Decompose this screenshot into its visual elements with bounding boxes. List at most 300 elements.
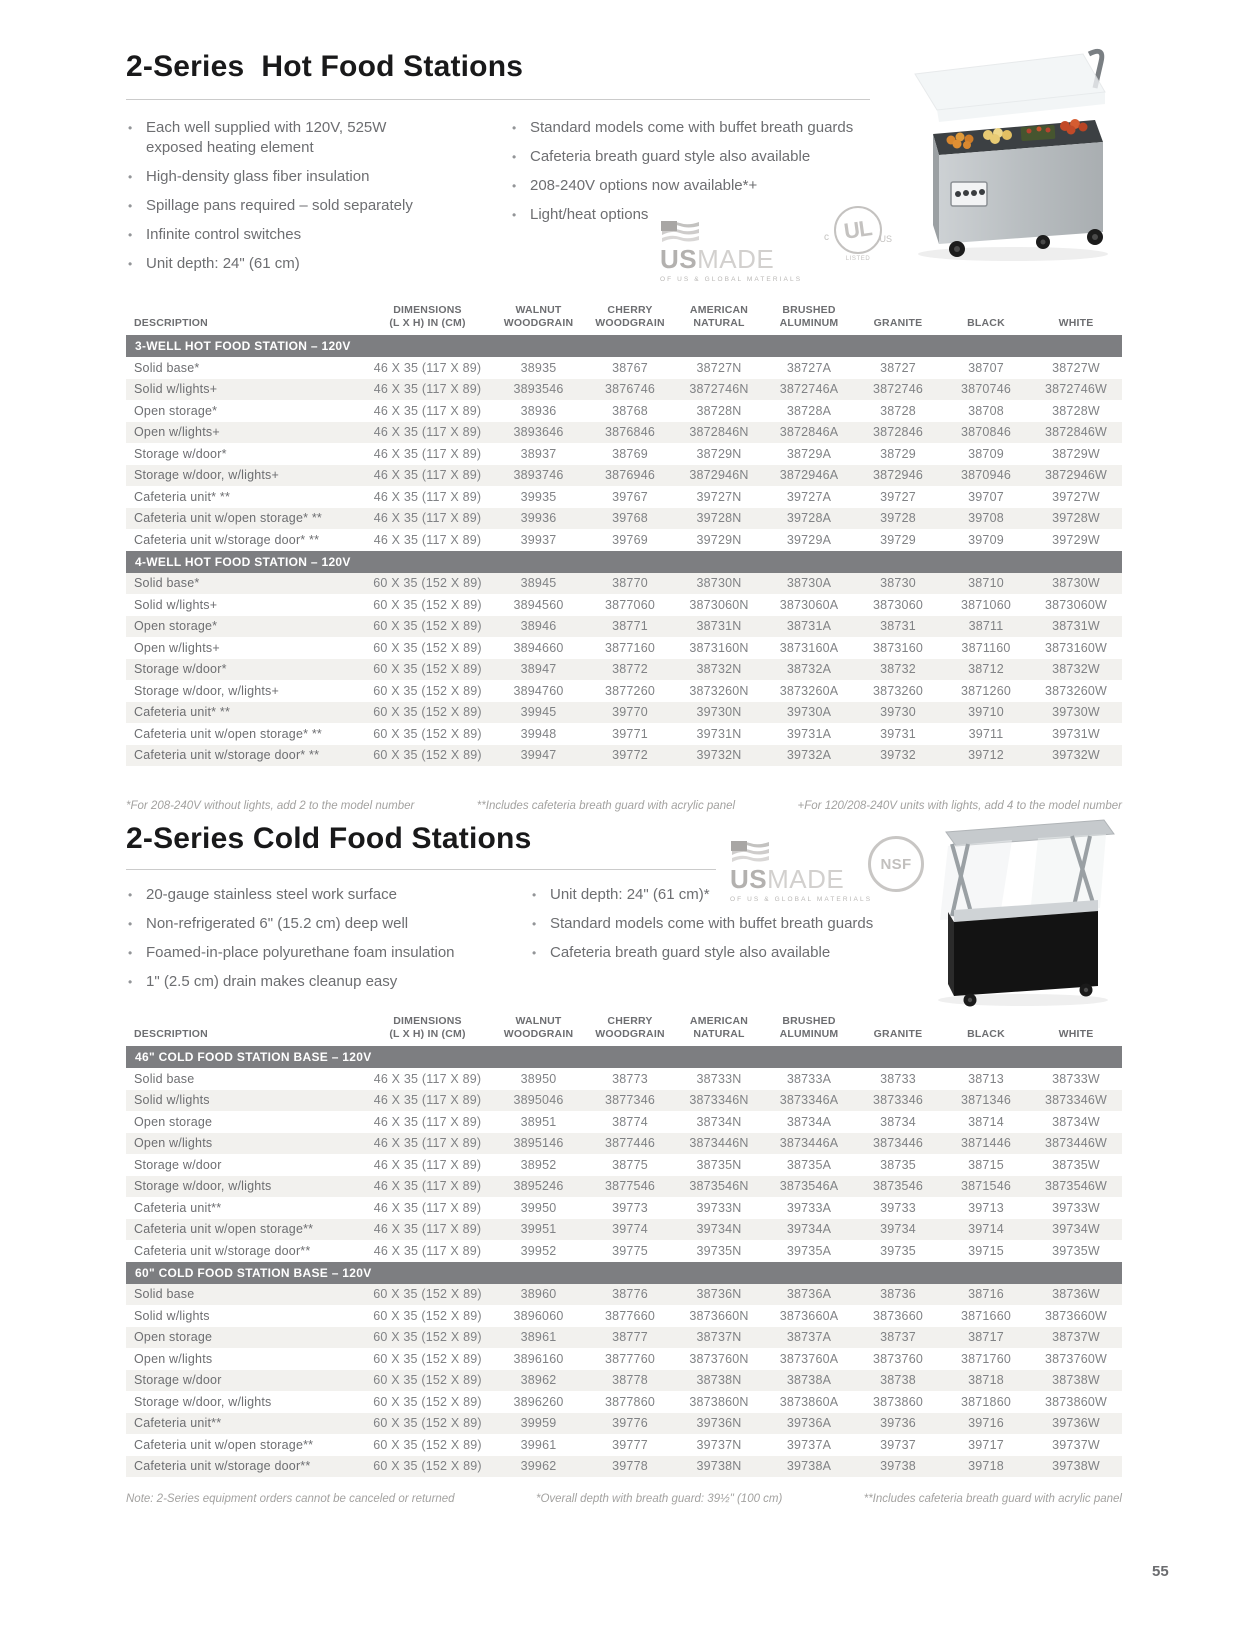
table-cell: 38734N [696, 1114, 742, 1129]
table-cell: 3871660 [960, 1308, 1012, 1323]
table-cell: 60 X 35 (152 X 89) [373, 1351, 482, 1366]
table-cell: 3893546 [513, 382, 564, 397]
table-cell: 3895146 [513, 1136, 564, 1151]
table-cell: 38734 [880, 1114, 916, 1129]
table-cell: 39737N [696, 1437, 742, 1452]
table-cell: 39962 [520, 1459, 557, 1474]
table-cell: 46 X 35 (117 X 89) [373, 511, 482, 526]
usmade-logo [660, 218, 820, 283]
table-cell: 38708 [968, 403, 1004, 418]
table-cell: Solid base* [134, 360, 200, 375]
table-cell: 38773 [612, 1071, 648, 1086]
table-cell: 38772 [612, 662, 648, 677]
ul-listed-icon [822, 206, 894, 262]
footnote: +For 120/208-240V units with lights, add 4 to the model number [797, 800, 1122, 812]
table-cell: 39731A [786, 726, 832, 741]
bullet-text: Infinite control switches [146, 226, 302, 243]
table-cell: 38718 [968, 1373, 1004, 1388]
bullet-item [126, 225, 436, 245]
usmade-wordmark [660, 246, 774, 272]
table-cell: 60 X 35 (152 X 89) [373, 683, 482, 698]
table-cell: 60 X 35 (152 X 89) [373, 1287, 482, 1302]
cold-title-divider [126, 869, 716, 870]
table-cell: 3876846 [604, 425, 656, 440]
table-cell: 38735A [786, 1157, 832, 1172]
table-cell: 38771 [612, 619, 648, 634]
table-cell: 39727 [880, 489, 916, 504]
table-cell: 39728 [880, 511, 916, 526]
table-cell: 3873260A [779, 683, 839, 698]
table-cell: 3873160A [779, 640, 839, 655]
table-cell: 38736 [880, 1287, 916, 1302]
table-cell: Open storage* [134, 619, 218, 634]
table-cell: 38767 [612, 360, 648, 375]
bullet-item [126, 885, 486, 905]
table-cell: 39738W [1052, 1459, 1100, 1474]
table-cell: 46 X 35 (117 X 89) [373, 1157, 482, 1172]
table-row [126, 1090, 1122, 1112]
bullet-text: Spillage pans required – sold separately [146, 197, 413, 214]
table-cell: 39732 [880, 748, 916, 763]
table-cell: 39737W [1052, 1437, 1100, 1452]
table-cell: 3873660N [689, 1308, 749, 1323]
table-cell: 60 X 35 (152 X 89) [373, 1416, 482, 1431]
bullet-item [126, 943, 486, 963]
table-cell: 3896060 [513, 1308, 564, 1323]
table-cell: 39950 [520, 1200, 557, 1215]
table-cell: 3877260 [604, 683, 656, 698]
table-row [126, 1154, 1122, 1176]
table-row [126, 379, 1122, 401]
table-cell: 3876946 [604, 468, 656, 483]
table-row [126, 1413, 1122, 1435]
table-cell: 3873260W [1044, 683, 1108, 698]
table-cell: 46 X 35 (117 X 89) [373, 468, 482, 483]
table-cell: 38947 [520, 662, 557, 677]
column-header: WALNUT WOODGRAIN [503, 1015, 574, 1040]
usmade-made-text: MADE [697, 244, 775, 274]
table-cell: 46 X 35 (117 X 89) [373, 1222, 482, 1237]
bullet-text: Each well supplied with 120V, 525W exposed heating element [146, 119, 387, 156]
table-cell: Open storage [134, 1330, 213, 1345]
table-cell: 39738A [786, 1459, 832, 1474]
cold-bullets-right [530, 885, 920, 1001]
table-header-row [126, 1004, 1122, 1046]
table-cell: 3873760W [1044, 1351, 1108, 1366]
table-row [126, 573, 1122, 595]
table-cell: Cafeteria unit w/open storage* ** [134, 726, 322, 741]
bullet-icon: • [128, 228, 133, 242]
table-row [126, 1370, 1122, 1392]
table-cell: 3873860W [1044, 1394, 1108, 1409]
table-cell: 3871160 [961, 640, 1011, 655]
bullet-text: Standard models come with buffet breath guards [550, 915, 874, 932]
us-flag-icon [730, 838, 770, 866]
table-cell: Solid base* [134, 576, 200, 591]
ul-letters: UL [842, 215, 874, 244]
table-cell: Cafeteria unit* ** [134, 705, 231, 720]
table-cell: 60 X 35 (152 X 89) [373, 748, 482, 763]
table-row [126, 1456, 1122, 1478]
cold-table-footnotes [126, 1493, 1122, 1505]
table-row [126, 616, 1122, 638]
table-header-row [126, 293, 1122, 335]
column-header: CHERRY WOODGRAIN [595, 1015, 665, 1040]
table-cell: 3870846 [960, 425, 1012, 440]
table-cell: 38729N [696, 446, 742, 461]
table-row [126, 1111, 1122, 1133]
table-cell: 39733A [786, 1200, 832, 1215]
column-header: BRUSHED ALUMINUM [779, 304, 839, 329]
usmade-subtext: OF US & GLOBAL MATERIALS [730, 896, 873, 903]
table-cell: 39948 [520, 726, 557, 741]
table-cell: 3893746 [513, 468, 564, 483]
table-cell: 3873346 [872, 1093, 924, 1108]
cold-bullets-left [126, 885, 486, 1001]
table-cell: 39771 [612, 726, 648, 741]
table-cell: 39945 [520, 705, 557, 720]
hot-title-divider [126, 99, 870, 100]
table-cell: 38727 [880, 360, 916, 375]
footnote: *Overall depth with breath guard: 39½" (100 cm) [535, 1493, 783, 1505]
table-cell: 39776 [612, 1416, 648, 1431]
table-cell: 38935 [520, 360, 557, 375]
cold-bullet-lists [126, 885, 920, 1001]
table-cell: Cafeteria unit w/storage door** [134, 1459, 311, 1474]
table-row [126, 1391, 1122, 1413]
table-cell: 60 X 35 (152 X 89) [373, 576, 482, 591]
table-cell: 39735A [786, 1243, 832, 1258]
table-cell: 3872846A [779, 425, 839, 440]
table-cell: 38715 [968, 1157, 1004, 1172]
table-cell: 60 X 35 (152 X 89) [373, 597, 482, 612]
table-cell: 38778 [612, 1373, 648, 1388]
table-cell: 39729 [880, 532, 916, 547]
table-cell: Cafeteria unit w/open storage* ** [134, 511, 322, 526]
bullet-text: 1" (2.5 cm) drain makes cleanup easy [146, 973, 398, 990]
table-cell: 39778 [612, 1459, 648, 1474]
table-cell: 39738N [696, 1459, 742, 1474]
table-cell: Open w/lights [134, 1351, 213, 1366]
table-cell: 39733N [696, 1200, 742, 1215]
table-cell: 39961 [520, 1437, 557, 1452]
table-cell: 39775 [612, 1243, 648, 1258]
table-cell: 39774 [612, 1222, 648, 1237]
nsf-letters: NSF [880, 855, 912, 873]
table-cell: Solid w/lights+ [134, 382, 218, 397]
table-cell: 39713 [968, 1200, 1004, 1215]
footnote: **Includes cafeteria breath guard with acrylic panel [476, 800, 736, 812]
table-cell: 38946 [520, 619, 557, 634]
table-row [126, 422, 1122, 444]
table-cell: 39736A [786, 1416, 832, 1431]
bullet-item [510, 176, 890, 196]
table-cell: 3895246 [513, 1179, 564, 1194]
table-cell: 46 X 35 (117 X 89) [373, 403, 482, 418]
table-cell: 3873160W [1044, 640, 1108, 655]
table-cell: Solid base [134, 1071, 195, 1086]
table-row [126, 1133, 1122, 1155]
table-cell: 38961 [520, 1330, 557, 1345]
table-cell: 39769 [612, 532, 648, 547]
table-cell: 39733 [880, 1200, 916, 1215]
cold-food-station-image [918, 806, 1122, 1008]
usmade-us-text: US [730, 864, 768, 894]
table-cell: 3877060 [604, 597, 656, 612]
table-cell: 3870746 [960, 382, 1012, 397]
table-cell: 38727N [696, 360, 742, 375]
table-cell: Solid w/lights+ [134, 597, 218, 612]
bullet-item [126, 118, 436, 158]
table-cell: Cafeteria unit w/storage door* ** [134, 748, 320, 763]
table-cell: 38710 [968, 576, 1004, 591]
table-cell: 3894560 [513, 597, 564, 612]
nsf-icon [868, 836, 924, 892]
table-cell: 3873660W [1044, 1308, 1108, 1323]
column-header: WHITE [1058, 317, 1094, 329]
table-row [126, 508, 1122, 530]
table-cell: Cafeteria unit w/open storage** [134, 1222, 314, 1237]
table-cell: 38951 [520, 1114, 557, 1129]
table-cell: 60 X 35 (152 X 89) [373, 1330, 482, 1345]
table-cell: 38732N [696, 662, 742, 677]
table-cell: 3873446W [1044, 1136, 1108, 1151]
hot-food-table [126, 293, 1122, 766]
bullet-icon: • [128, 121, 133, 135]
table-row [126, 745, 1122, 767]
table-cell: 3893646 [513, 425, 564, 440]
cold-section-title: 2-Series Cold Food Stations [126, 822, 532, 855]
table-cell: 3873346W [1044, 1093, 1108, 1108]
usmade-subtext: OF US & GLOBAL MATERIALS [660, 276, 803, 283]
table-cell: 39937 [520, 532, 557, 547]
table-cell: 39959 [520, 1416, 557, 1431]
bullet-text: High-density glass fiber insulation [146, 168, 370, 185]
table-cell: 39718 [968, 1459, 1004, 1474]
table-cell: 46 X 35 (117 X 89) [373, 1136, 482, 1151]
table-cell: 3877760 [604, 1351, 656, 1366]
table-cell: 39731N [696, 726, 742, 741]
bullet-item [126, 196, 436, 216]
table-cell: 38734W [1052, 1114, 1100, 1129]
table-cell: 38730N [696, 576, 742, 591]
table-cell: 39947 [520, 748, 557, 763]
table-cell: Storage w/door [134, 1157, 222, 1172]
table-cell: 38950 [520, 1071, 557, 1086]
table-cell: 39736N [696, 1416, 742, 1431]
table-row [126, 486, 1122, 508]
table-cell: 39737 [880, 1437, 916, 1452]
bullet-text: Unit depth: 24" (61 cm) [146, 255, 300, 272]
table-row [126, 400, 1122, 422]
table-cell: 39734W [1052, 1222, 1100, 1237]
table-cell: 39733W [1052, 1200, 1100, 1215]
table-cell: 46 X 35 (117 X 89) [373, 1200, 482, 1215]
table-cell: 46 X 35 (117 X 89) [373, 382, 482, 397]
table-cell: 3877546 [604, 1179, 656, 1194]
table-cell: 38714 [968, 1114, 1004, 1129]
us-flag-icon [660, 218, 700, 246]
table-cell: 38936 [520, 403, 557, 418]
table-cell: 39727A [786, 489, 832, 504]
table-cell: 60 X 35 (152 X 89) [373, 726, 482, 741]
table-cell: 3873660 [872, 1308, 924, 1323]
table-cell: 46 X 35 (117 X 89) [373, 1071, 482, 1086]
table-cell: 38731A [786, 619, 832, 634]
table-cell: 38736W [1052, 1287, 1100, 1302]
table-row [126, 723, 1122, 745]
bullet-text: Non-refrigerated 6" (15.2 cm) deep well [146, 915, 409, 932]
table-cell: 3877346 [604, 1093, 656, 1108]
table-cell: 3871060 [960, 597, 1012, 612]
table-cell: Storage w/door* [134, 662, 227, 677]
table-cell: 39712 [968, 748, 1004, 763]
table-cell: 3873060N [689, 597, 749, 612]
usmade-us-text: US [660, 244, 698, 274]
table-cell: 38731W [1052, 619, 1100, 634]
table-cell: 39732W [1052, 748, 1100, 763]
table-cell: 3873860N [689, 1394, 749, 1409]
table-cell: 38727W [1052, 360, 1100, 375]
table-row [126, 443, 1122, 465]
column-header: BLACK [967, 1028, 1005, 1040]
table-cell: 39734 [880, 1222, 916, 1237]
table-group-header: 4-WELL HOT FOOD STATION – 120V [126, 551, 1122, 573]
table-cell: 46 X 35 (117 X 89) [373, 425, 482, 440]
table-cell: 38738 [880, 1373, 916, 1388]
table-cell: 3873760A [779, 1351, 839, 1366]
table-cell: 39735N [696, 1243, 742, 1258]
table-cell: 3895046 [513, 1093, 564, 1108]
table-cell: 39711 [968, 726, 1004, 741]
hot-section-title: 2-Series Hot Food Stations [126, 50, 524, 83]
table-row [126, 680, 1122, 702]
bullet-text: Foamed-in-place polyurethane foam insulation [146, 944, 455, 961]
table-cell: 38960 [520, 1287, 557, 1302]
table-cell: 38735N [696, 1157, 742, 1172]
column-header: WHITE [1058, 1028, 1094, 1040]
table-cell: 38733N [696, 1071, 742, 1086]
table-cell: 39709 [968, 532, 1004, 547]
table-cell: 39736 [880, 1416, 916, 1431]
table-cell: 39716 [968, 1416, 1004, 1431]
table-cell: 38712 [968, 662, 1004, 677]
table-row [126, 1327, 1122, 1349]
table-cell: 3873660A [779, 1308, 839, 1323]
table-cell: 38735W [1052, 1157, 1100, 1172]
ul-us-mark: US [879, 234, 892, 244]
table-cell: 3871860 [960, 1394, 1012, 1409]
table-cell: 38728N [696, 403, 742, 418]
cold-food-table [126, 1004, 1122, 1477]
table-cell: 3872746 [872, 382, 924, 397]
table-cell: 38728 [880, 403, 916, 418]
table-cell: 39736W [1052, 1416, 1100, 1431]
table-cell: 38737N [696, 1330, 742, 1345]
table-cell: 38736N [696, 1287, 742, 1302]
table-cell: 38738N [696, 1373, 742, 1388]
table-cell: 38774 [612, 1114, 648, 1129]
table-cell: 60 X 35 (152 X 89) [373, 619, 482, 634]
column-header: BLACK [967, 317, 1005, 329]
table-cell: 38937 [520, 446, 557, 461]
bullet-icon: • [532, 917, 537, 931]
table-cell: 39732N [696, 748, 742, 763]
bullet-text: Unit depth: 24" (61 cm)* [550, 886, 710, 903]
table-cell: Open w/lights+ [134, 425, 220, 440]
table-cell: 3873160N [689, 640, 749, 655]
table-row [126, 357, 1122, 379]
bullet-item [510, 147, 890, 167]
table-cell: 39708 [968, 511, 1004, 526]
table-cell: 3873860A [779, 1394, 839, 1409]
table-cell: 46 X 35 (117 X 89) [373, 360, 482, 375]
table-cell: 46 X 35 (117 X 89) [373, 1179, 482, 1194]
table-cell: 38709 [968, 446, 1004, 461]
table-cell: 3877446 [604, 1136, 656, 1151]
table-cell: 38711 [968, 619, 1004, 634]
table-cell: 39731W [1052, 726, 1100, 741]
table-cell: 39715 [968, 1243, 1004, 1258]
table-cell: Storage w/door, w/lights+ [134, 468, 280, 483]
table-cell: 38768 [612, 403, 648, 418]
table-cell: Cafeteria unit* ** [134, 489, 231, 504]
table-cell: 38732A [786, 662, 832, 677]
column-header: GRANITE [873, 317, 923, 329]
table-cell: 3872946W [1044, 468, 1108, 483]
table-row [126, 1434, 1122, 1456]
table-cell: 38730A [786, 576, 832, 591]
table-cell: 60 X 35 (152 X 89) [373, 1437, 482, 1452]
table-cell: 3871346 [960, 1093, 1012, 1108]
bullet-text: 208-240V options now available*+ [530, 177, 758, 194]
table-cell: 46 X 35 (117 X 89) [373, 489, 482, 504]
column-header: AMERICAN NATURAL [689, 1015, 749, 1040]
table-cell: 60 X 35 (152 X 89) [373, 1308, 482, 1323]
bullet-icon: • [128, 917, 133, 931]
table-cell: Storage w/door* [134, 446, 227, 461]
table-cell: 39951 [520, 1222, 557, 1237]
column-header: DIMENSIONS (L X H) IN (CM) [389, 1015, 466, 1040]
table-cell: 3873160 [872, 640, 924, 655]
bullet-item [126, 972, 486, 992]
table-cell: 3873760N [689, 1351, 749, 1366]
table-cell: 3872846 [872, 425, 924, 440]
table-cell: 39734A [786, 1222, 832, 1237]
table-cell: Open storage* [134, 403, 218, 418]
table-cell: 38727A [786, 360, 832, 375]
table-cell: 60 X 35 (152 X 89) [373, 1373, 482, 1388]
bullet-icon: • [512, 150, 517, 164]
table-cell: 3876746 [604, 382, 656, 397]
table-cell: 38952 [520, 1157, 557, 1172]
table-cell: 3873060A [779, 597, 839, 612]
table-cell: 38776 [612, 1287, 648, 1302]
table-cell: 39730W [1052, 705, 1100, 720]
table-cell: 39768 [612, 511, 648, 526]
column-header: DESCRIPTION [134, 317, 208, 329]
ul-circle [834, 206, 882, 254]
table-cell: 38728A [786, 403, 832, 418]
table-cell: 3873860 [872, 1394, 924, 1409]
table-cell: 3896160 [513, 1351, 564, 1366]
table-cell: Open w/lights+ [134, 640, 220, 655]
table-cell: 38733W [1052, 1071, 1100, 1086]
table-cell: 3871760 [960, 1351, 1012, 1366]
table-cell: 3873346A [779, 1093, 839, 1108]
hot-food-section [0, 0, 1257, 812]
table-cell: 3873446A [779, 1136, 839, 1151]
